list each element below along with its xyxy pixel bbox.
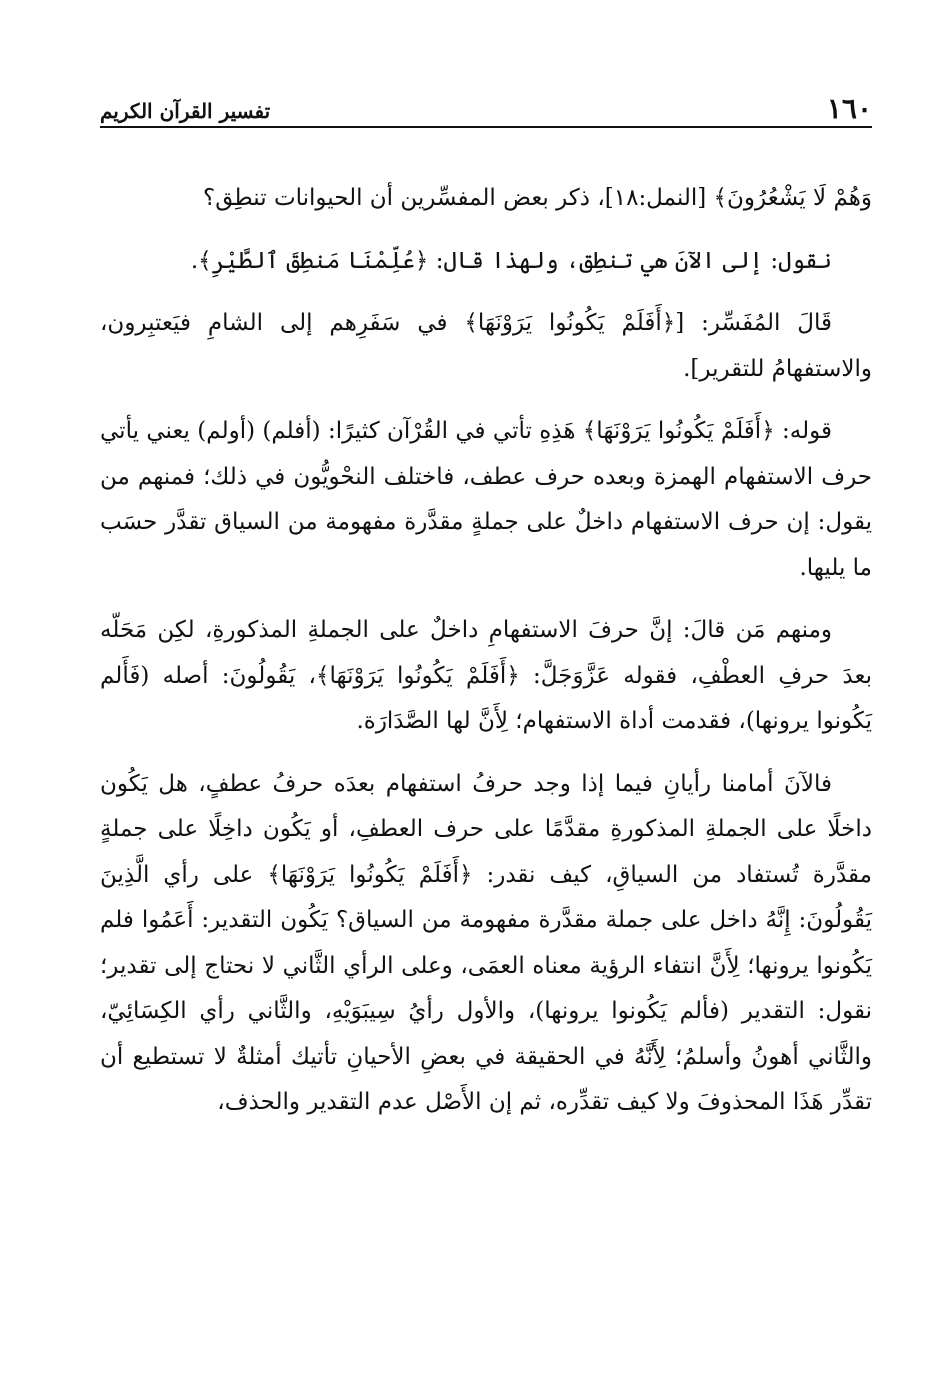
paragraph: ومنهم مَن قالَ: إنَّ حرفَ الاستفهامِ داخلٌ على الجملةِ المذكورةِ، لكِن مَحَلّه بعدَ حرفِ العطْفِ، فقوله عَزَّوَجَلَّ: ﴿أَفَلَمْ يَكُونُوا يَرَوْنَهَا﴾، يَقُولُونَ: أصله (فَأَلم يَكُونوا يرونها)، فقدمت أداة الاستفهام؛ لِأَنَّ لها الصَّدَارَة. xyxy=(100,617,872,734)
paragraph: قَالَ المُفَسِّر: [﴿أَفَلَمْ يَكُونُوا يَرَوْنَهَا﴾ في سَفَرِهم إلى الشامِ فيَعتبِرون، والاستفهامُ للتقرير]. xyxy=(100,310,872,382)
paragraph: فالآنَ أمامنا رأيانِ فيما إذا وجد حرفُ استفهام بعدَه حرفُ عطفٍ، هل يَكُون داخلًا على الجملةِ المذكورةِ مقدَّمًا على حرف العطفِ، أو يَكُون داخِلًا على جملةٍ مقدَّرة تُستفاد من السياقِ، كيف نقدر: ﴿أَفَلَمْ يَكُونُوا يَرَوْنَهَا﴾ على رأي الَّذِينَ يَقُولُونَ: إِنَّهُ داخل على جملة مقدَّرة مفهومة من السياق؟ يَكُون التقدير: أَعَمُوا فلم يَكُونوا يرونها؛ لِأَنَّ انتفاء الرؤية معناه العمَى، وعلى الرأي الثَّاني لا نحتاج إلى تقدير؛ نقول: التقدير (فألم يَكُونوا يرونها)، والأول رأيُ سِيبَوَيْهِ، والثَّاني رأي الكِسَائِيّ، والثَّاني أهونُ وأسلمُ؛ لِأَنَّهُ في الحقيقة في بعضِ الأحيانِ تأتيك أمثلةٌ لا تستطيع أن تقدِّر هَذَا المحذوفَ ولا كيف تقدِّره، ثم إن الأَصْل عدم التقدير والحذف، xyxy=(100,770,872,1115)
page-body xyxy=(100,176,872,1143)
paragraph: وَهُمْ لَا يَشْعُرُونَ﴾ [النمل:١٨]، ذكر بعض المفسِّرين أن الحيوانات تنطِق؟ xyxy=(203,185,872,211)
paragraph: قوله: ﴿أَفَلَمْ يَكُونُوا يَرَوْنَهَا﴾ هَذِهِ تأتي في القُرْآن كثيرًا: (أفلم) (أولم) يعني يأتي حرف الاستفهام الهمزة وبعده حرف عطف، فاختلف النحْويُّون في ذلك؛ فمنهم من يقول: إن حرف الاستفهام داخلٌ على جملةٍ مقدَّرة مفهومة من السياق تقدَّر حسَب ما يليها. xyxy=(100,418,872,581)
book-title: تفسير القرآن الكريم xyxy=(100,99,271,123)
page-header xyxy=(100,92,872,128)
paragraph: نقول: إلى الآنَ هي تنطِق، ولهذا قال: ﴿عُلِّمْنَا مَنطِقَ ٱلطَّيْرِ﴾. xyxy=(190,247,832,274)
page-number: ١٦٠ xyxy=(826,92,872,125)
